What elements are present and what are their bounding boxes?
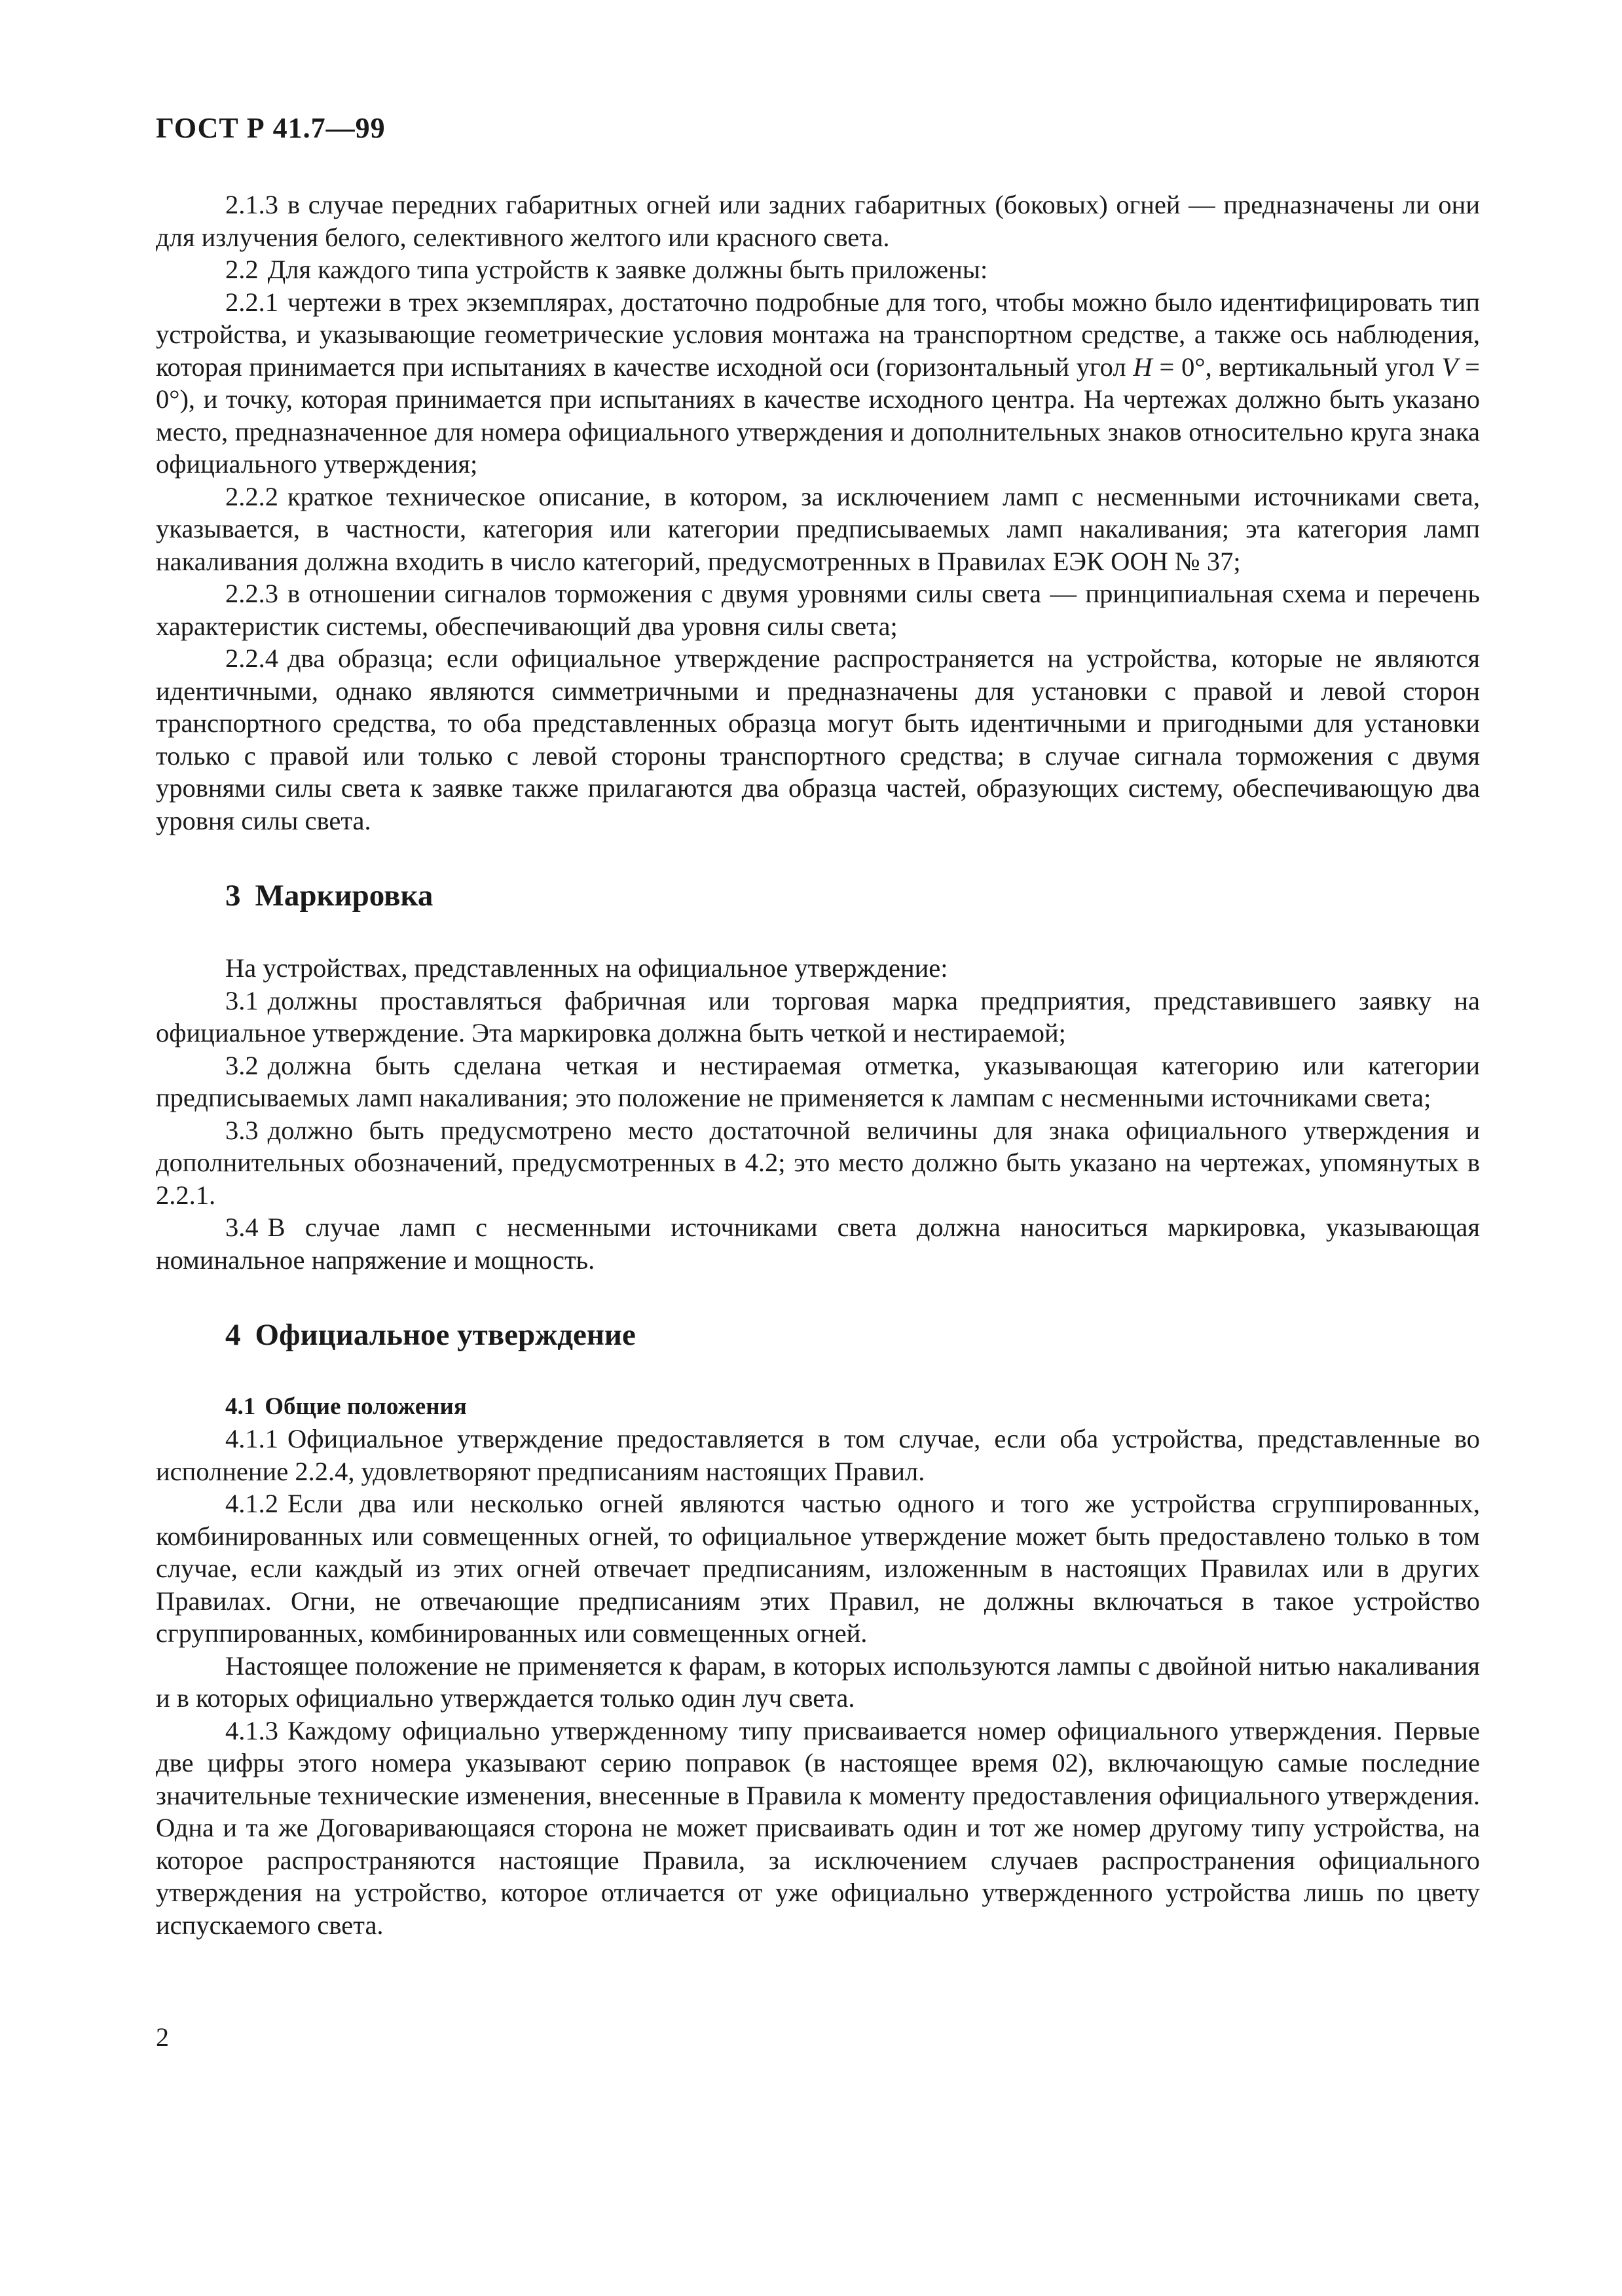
section-number: 4: [225, 1318, 241, 1352]
paragraph-text: В случае ламп с несменными источниками света должна наноситься маркировка, указывающая номинальное напряжение и мощность.: [156, 1212, 1480, 1275]
subsection-heading-4-1: [225, 1391, 1480, 1423]
clause-number: 2.2.4: [225, 644, 278, 673]
paragraph-2-1-3: [156, 189, 1480, 253]
paragraph-text: Для каждого типа устройств к заявке должны быть приложены:: [267, 255, 988, 284]
paragraph-3-3: [156, 1114, 1480, 1212]
variable-h: H: [1133, 352, 1152, 382]
paragraph-text: должны проставляться фабричная или торговая марка предприятия, представившего заявку на официальное утверждение. Эта маркировка должна быть четкой и нестираемой;: [156, 985, 1480, 1048]
clause-number: 2.1.3: [225, 190, 278, 219]
section-heading-3: [225, 876, 1480, 915]
subsection-number: 4.1: [225, 1393, 256, 1420]
clause-number: 2.2.1: [225, 287, 278, 317]
clause-number: 4.1.3: [225, 1715, 278, 1745]
paragraph-2-2-4: [156, 642, 1480, 837]
paragraph-4-1-3: [156, 1715, 1480, 1942]
section-title: Маркировка: [255, 879, 433, 913]
section-title: Официальное утверждение: [255, 1318, 636, 1352]
clause-number: 4.1.1: [225, 1424, 278, 1453]
paragraph-2-2-1: [156, 286, 1480, 481]
clause-number: 3.3: [225, 1115, 259, 1145]
paragraph-4-1-2-note: Настоящее положение не применяется к фарам, в которых используются лампы с двойной нитью накаливания и в которых официально утверждается только один луч света.: [156, 1650, 1480, 1713]
paragraph-text: два образца; если официальное утверждение распространяется на устройства, которые не являются идентичными, однако являются симметричными и предназначены для установки с правой и левой сторон транспортного средства, то оба представленных образца могут быть идентичными и пригодными для установки только с правой или только с левой стороны транспортного средства; в случае сигнала торможения с двумя уровнями силы света к заявке также прилагаются два образца частей, образующих систему, обеспечивающую два уровня силы света.: [156, 644, 1480, 835]
paragraph-text: должно быть предусмотрено место достаточной величины для знака официального утверждения и дополнительных обозначений, предусмотренных в 4.2; это место должно быть указано на чертежах, упомянутых в 2.2.1.: [156, 1115, 1480, 1210]
section-heading-4: [225, 1315, 1480, 1355]
paragraph-3-4: [156, 1211, 1480, 1276]
paragraph-text: в отношении сигналов торможения с двумя уровнями силы света — принципиальная схема и перечень характеристик системы, обеспечивающий два уровня силы света;: [156, 579, 1480, 641]
paragraph-text: = 0°, вертикальный угол: [1159, 352, 1435, 382]
section-number: 3: [225, 879, 241, 913]
paragraph-3-2: [156, 1049, 1480, 1114]
paragraph-text: Каждому официально утвержденному типу присваивается номер официального утверждения. Первые две цифры этого номера указывают серию поправок (в настоящее время 02), включающую самые последние значительные технические изменения, внесенные в Правила к моменту предоставления официального утверждения. Одна и та же Договаривающаяся сторона не может присваивать один и тот же номер другому типу устройства, на которое распространяются настоящие Правила, за исключением случаев распространения официального утверждения на устройство, которое отличается от уже официально утвержденного устройства лишь по цвету испускаемого света.: [156, 1715, 1480, 1940]
paragraph-4-1-1: [156, 1423, 1480, 1487]
subsection-title: Общие положения: [265, 1393, 467, 1420]
paragraph-3-1: [156, 985, 1480, 1049]
document-body: [156, 189, 1480, 1941]
paragraph-text: чертежи в трех экземплярах, достаточно подробные для того, чтобы можно было идентифицировать тип устройства, и указывающие геометрические условия монтажа на транспортном средстве, а также ось наблюдения, которая принимается при испытаниях в качестве исходной оси (горизонтальный угол: [156, 287, 1480, 382]
paragraph-2-2: [156, 253, 1480, 286]
paragraph-text: Если два или несколько огней являются частью одного и того же устройства сгруппированных, комбинированных или совмещенных огней, то официальное утверждение может быть предоставлено только в том случае, если каждый из этих огней отвечает предписаниям, изложенным в настоящих Правилах или в других Правилах. Огни, не отвечающие предписаниям этих Правил, не должны включаться в такое устройство сгруппированных, комбинированных или совмещенных огней.: [156, 1489, 1480, 1648]
clause-number: 3.1: [225, 985, 259, 1015]
section-3-intro: На устройствах, представленных на официальное утверждение:: [225, 953, 948, 983]
clause-number: 3.2: [225, 1050, 259, 1080]
clause-number: 2.2: [225, 255, 259, 284]
clause-number: 2.2.2: [225, 481, 278, 511]
page-number: 2: [156, 2022, 169, 2052]
paragraph-text: должна быть сделана четкая и нестираемая отметка, указывающая категорию или категории предписываемых ламп накаливания; это положение не применяется к лампам с несменными источниками света;: [156, 1050, 1480, 1112]
clause-number: 3.4: [225, 1212, 259, 1242]
paragraph-2-2-2: [156, 481, 1480, 578]
variable-v: V: [1441, 352, 1458, 382]
paragraph-text: = 0°), и точку, которая принимается при испытаниях в качестве исходного центра. На чертежах должно быть указано место, предназначенное для номера официального утверждения и дополнительных знаков относительно круга знака официального утверждения;: [156, 352, 1480, 479]
paragraph-4-1-2: [156, 1487, 1480, 1650]
paragraph-text: в случае передних габаритных огней или задних габаритных (боковых) огней — предназначены ли они для излучения белого, селективного желтого или красного света.: [156, 190, 1480, 252]
clause-number: 2.2.3: [225, 579, 278, 608]
clause-number: 4.1.2: [225, 1489, 278, 1518]
paragraph-text: краткое техническое описание, в котором, за исключением ламп с несменными источниками света, указывается, в частности, категория или категории предписываемых ламп накаливания; эта категория ламп накаливания должна входить в число категорий, предусмотренных в Правилах ЕЭК ООН № 37;: [156, 481, 1480, 576]
paragraph-2-2-3: [156, 577, 1480, 642]
document-code-header: ГОСТ Р 41.7—99: [156, 112, 386, 144]
paragraph-text: Официальное утверждение предоставляется в том случае, если оба устройства, представленные во исполнение 2.2.4, удовлетворяют предписаниям настоящих Правил.: [156, 1424, 1480, 1486]
